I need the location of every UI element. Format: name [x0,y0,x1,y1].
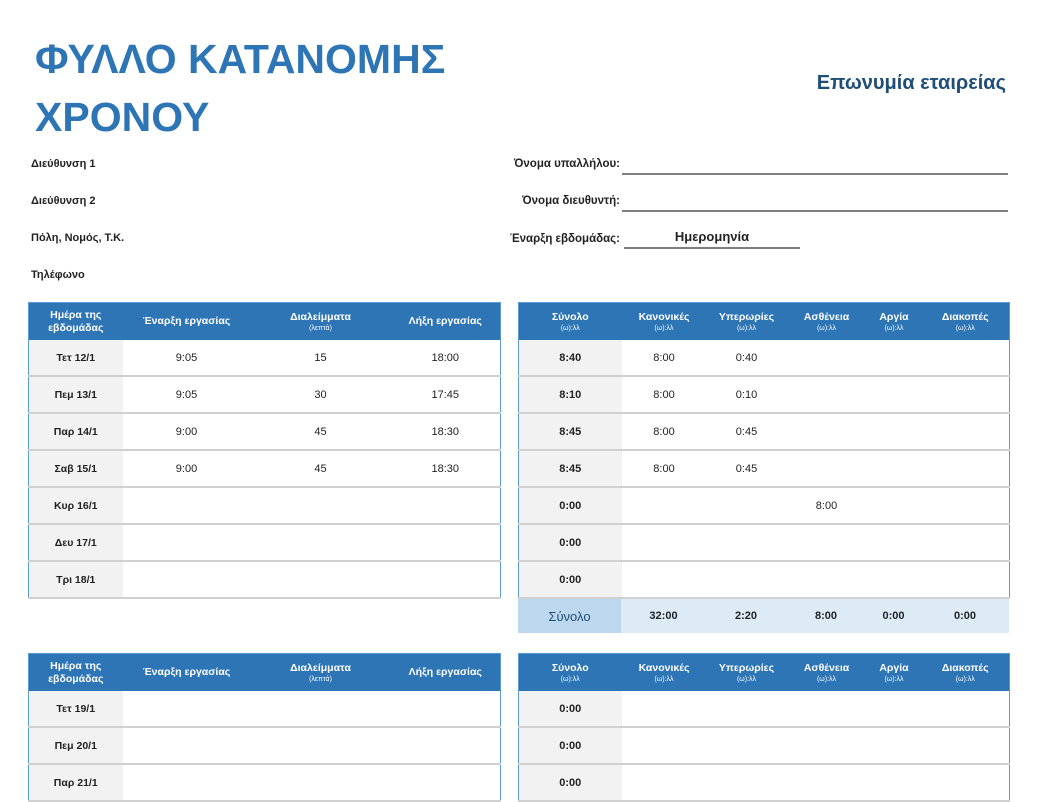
start-column-header: Έναρξη εργασίας [123,303,251,341]
start-time-cell[interactable] [123,561,251,598]
table-row [519,450,1010,487]
end-column-header: Λήξη εργασίας [391,303,501,341]
breaks-header-label: Διαλείμματα [290,310,351,323]
summary-regular-cell: 32:00 [621,599,706,633]
table-row [29,764,501,801]
holiday-cell[interactable] [867,691,922,727]
overtime-cell[interactable] [707,691,787,727]
vacation-header-label: Διακοπές [941,661,989,674]
holiday-column-header [867,303,922,341]
total-cell: 8:45 [519,450,622,487]
overtime-cell[interactable]: 0:40 [707,340,787,376]
start-time-cell[interactable] [123,727,251,764]
breaks-cell[interactable]: 45 [251,450,391,487]
table-row [519,413,1010,450]
regular-cell[interactable]: 8:00 [622,413,707,450]
holiday-cell[interactable] [867,727,922,764]
end-time-cell[interactable] [391,487,501,524]
day-cell: Παρ 21/1 [29,764,123,801]
unit-label: (ω):λλ [816,324,837,332]
sick-column-header [787,654,867,692]
day-cell: Τρι 18/1 [29,561,123,598]
table-row [519,561,1010,598]
summary-overtime-cell: 2:20 [706,599,786,633]
end-time-cell[interactable] [391,764,501,801]
address-line-1[interactable]: Διεύθυνση 1 [31,158,96,170]
week-start-date-field[interactable]: Ημερομηνία [624,229,800,249]
regular-cell[interactable]: 8:00 [622,376,707,413]
holiday-header-label: Αργία [879,661,909,674]
address-line-2[interactable]: Διεύθυνση 2 [31,195,96,207]
employee-name-label: Όνομα υπαλλήλου: [513,158,620,170]
vacation-cell[interactable] [922,764,1010,801]
day-cell: Πεμ 20/1 [29,727,123,764]
unit-label: (ω):λλ [884,675,904,683]
overtime-cell[interactable] [707,524,787,561]
holiday-column-header [867,654,922,692]
overtime-cell[interactable] [707,727,787,764]
sick-cell[interactable] [787,524,867,561]
day-cell: Σαβ 15/1 [29,450,123,487]
holiday-cell[interactable] [867,524,922,561]
vacation-cell[interactable] [922,376,1010,413]
vacation-cell[interactable] [922,524,1010,561]
total-header-label: Σύνολο [551,310,589,323]
total-cell: 8:10 [519,376,622,413]
summary-sick-cell: 8:00 [786,599,866,633]
start-time-cell[interactable] [123,487,251,524]
table-row [29,376,501,413]
table-row [519,340,1010,376]
week2-time-table [28,653,501,802]
unit-label: (ω):λλ [884,324,904,332]
holiday-cell[interactable] [867,764,922,801]
day-column-header: Ημέρα της εβδομάδας [29,654,123,692]
total-header-label: Σύνολο [551,661,589,674]
end-time-cell[interactable]: 17:45 [391,376,501,413]
regular-column-header [622,654,707,692]
breaks-cell[interactable]: 45 [251,413,391,450]
summary-row [518,599,1009,633]
week1-time-table [28,302,501,599]
breaks-cell[interactable] [251,764,391,801]
total-column-header [519,654,622,692]
vacation-cell[interactable] [922,450,1010,487]
table-row [519,524,1010,561]
sick-cell[interactable]: 8:00 [787,487,867,524]
holiday-cell[interactable] [867,376,922,413]
table-row [29,727,501,764]
regular-cell[interactable]: 8:00 [622,450,707,487]
vacation-cell[interactable] [922,691,1010,727]
day-cell: Τετ 12/1 [29,340,123,376]
phone[interactable]: Τηλέφωνο [31,269,85,281]
vacation-column-header [922,654,1010,692]
total-column-header [519,303,622,341]
table-header-row [29,654,501,692]
start-time-cell[interactable] [123,524,251,561]
sick-column-header [787,303,867,341]
vacation-cell[interactable] [922,561,1010,598]
unit-label: (ω):λλ [560,324,580,332]
breaks-header-label: Διαλείμματα [290,661,351,674]
table-row [29,340,501,376]
end-time-cell[interactable] [391,691,501,727]
week2-hours-table [518,653,1010,802]
overtime-cell[interactable] [707,764,787,801]
table-header-row [519,654,1010,692]
table-row [519,376,1010,413]
start-time-cell[interactable]: 9:00 [123,413,251,450]
regular-cell[interactable] [622,691,707,727]
unit-label: (ω):λλ [654,675,674,683]
end-time-cell[interactable] [391,727,501,764]
sick-header-label: Ασθένεια [803,310,850,323]
overtime-cell[interactable] [707,561,787,598]
sick-cell[interactable] [787,691,867,727]
breaks-cell[interactable]: 15 [251,340,391,376]
day-cell: Δευ 17/1 [29,524,123,561]
overtime-header-label: Υπερωρίες [718,310,775,323]
sick-cell[interactable] [787,376,867,413]
manager-name-label: Όνομα διευθυντή: [522,195,620,207]
manager-name-field[interactable] [622,210,1008,212]
overtime-cell[interactable]: 0:45 [707,413,787,450]
regular-cell[interactable] [622,524,707,561]
total-cell: 0:00 [519,487,622,524]
table-row [519,691,1010,727]
table-row [519,764,1010,801]
day-cell: Παρ 14/1 [29,413,123,450]
vacation-cell[interactable] [922,340,1010,376]
start-column-header: Έναρξη εργασίας [123,654,251,692]
regular-cell[interactable] [622,727,707,764]
breaks-unit: (λεπτά) [309,324,332,332]
start-time-cell[interactable]: 9:00 [123,450,251,487]
total-cell: 0:00 [519,691,622,727]
holiday-cell[interactable] [867,487,922,524]
regular-cell[interactable]: 8:00 [622,340,707,376]
overtime-column-header [707,654,787,692]
end-time-cell[interactable]: 18:30 [391,450,501,487]
breaks-cell[interactable] [251,691,391,727]
start-time-cell[interactable]: 9:05 [123,340,251,376]
table-row [29,450,501,487]
regular-header-label: Κανονικές [638,661,690,674]
total-cell: 0:00 [519,524,622,561]
overtime-cell[interactable]: 0:10 [707,376,787,413]
end-time-cell[interactable]: 18:30 [391,413,501,450]
total-cell: 0:00 [519,561,622,598]
day-column-header: Ημέρα της εβδομάδας [29,303,123,341]
unit-label: (ω):λλ [955,675,975,683]
regular-header-label: Κανονικές [638,310,690,323]
overtime-cell[interactable] [707,487,787,524]
unit-label: (ω):λλ [560,675,580,683]
breaks-cell[interactable] [251,487,391,524]
city-state-zip[interactable]: Πόλη, Νομός, Τ.Κ. [31,232,125,244]
start-time-cell[interactable] [123,691,251,727]
vacation-header-label: Διακοπές [941,310,989,323]
total-cell: 0:00 [519,764,622,801]
day-cell: Τετ 19/1 [29,691,123,727]
holiday-cell[interactable] [867,561,922,598]
overtime-header-label: Υπερωρίες [718,661,775,674]
sick-cell[interactable] [787,764,867,801]
end-time-cell[interactable] [391,524,501,561]
table-row [29,413,501,450]
table-row [519,487,1010,524]
table-row [29,561,501,598]
start-time-cell[interactable] [123,764,251,801]
total-cell: 8:40 [519,340,622,376]
company-name[interactable]: Επωνυμία εταιρείας [816,72,1006,94]
holiday-cell[interactable] [867,450,922,487]
sick-cell[interactable] [787,413,867,450]
sick-cell[interactable] [787,561,867,598]
vacation-cell[interactable] [922,487,1010,524]
breaks-column-header [251,654,391,692]
regular-column-header [622,303,707,341]
regular-cell[interactable] [622,487,707,524]
overtime-column-header [707,303,787,341]
start-time-cell[interactable]: 9:05 [123,376,251,413]
end-time-cell[interactable]: 18:00 [391,340,501,376]
breaks-unit: (λεπτά) [309,675,332,683]
page-title: ΦΥΛΛΟ ΚΑΤΑΝΟΜΗΣ ΧΡΟΝΟΥ [35,36,446,140]
unit-label: (ω):λλ [955,324,975,332]
breaks-cell[interactable] [251,727,391,764]
summary-holiday-cell: 0:00 [866,599,921,633]
day-cell: Πεμ 13/1 [29,376,123,413]
unit-label: (ω):λλ [736,324,757,332]
unit-label: (ω):λλ [654,324,674,332]
table-header-row [519,303,1010,341]
week-start-label: Έναρξη εβδομάδας: [509,233,620,245]
summary-vacation-cell: 0:00 [921,599,1009,633]
sick-header-label: Ασθένεια [803,661,850,674]
unit-label: (ω):λλ [816,675,837,683]
table-row [29,524,501,561]
sick-cell[interactable] [787,340,867,376]
breaks-cell[interactable] [251,561,391,598]
table-header-row [29,303,501,341]
total-cell: 0:00 [519,727,622,764]
table-row [29,487,501,524]
vacation-cell[interactable] [922,413,1010,450]
sick-cell[interactable] [787,727,867,764]
employee-name-field[interactable] [622,173,1008,175]
breaks-cell[interactable] [251,524,391,561]
end-column-header: Λήξη εργασίας [391,654,501,692]
table-row [519,727,1010,764]
holiday-cell[interactable] [867,340,922,376]
week1-summary-table [518,599,1009,633]
end-time-cell[interactable] [391,561,501,598]
holiday-cell[interactable] [867,413,922,450]
breaks-cell[interactable]: 30 [251,376,391,413]
holiday-header-label: Αργία [879,310,909,323]
unit-label: (ω):λλ [736,675,757,683]
regular-cell[interactable] [622,764,707,801]
summary-label: Σύνολο [518,599,621,633]
vacation-column-header [922,303,1010,341]
vacation-cell[interactable] [922,727,1010,764]
regular-cell[interactable] [622,561,707,598]
sick-cell[interactable] [787,450,867,487]
overtime-cell[interactable]: 0:45 [707,450,787,487]
breaks-column-header [251,303,391,341]
day-cell: Κυρ 16/1 [29,487,123,524]
table-row [29,691,501,727]
week1-hours-table [518,302,1010,599]
total-cell: 8:45 [519,413,622,450]
